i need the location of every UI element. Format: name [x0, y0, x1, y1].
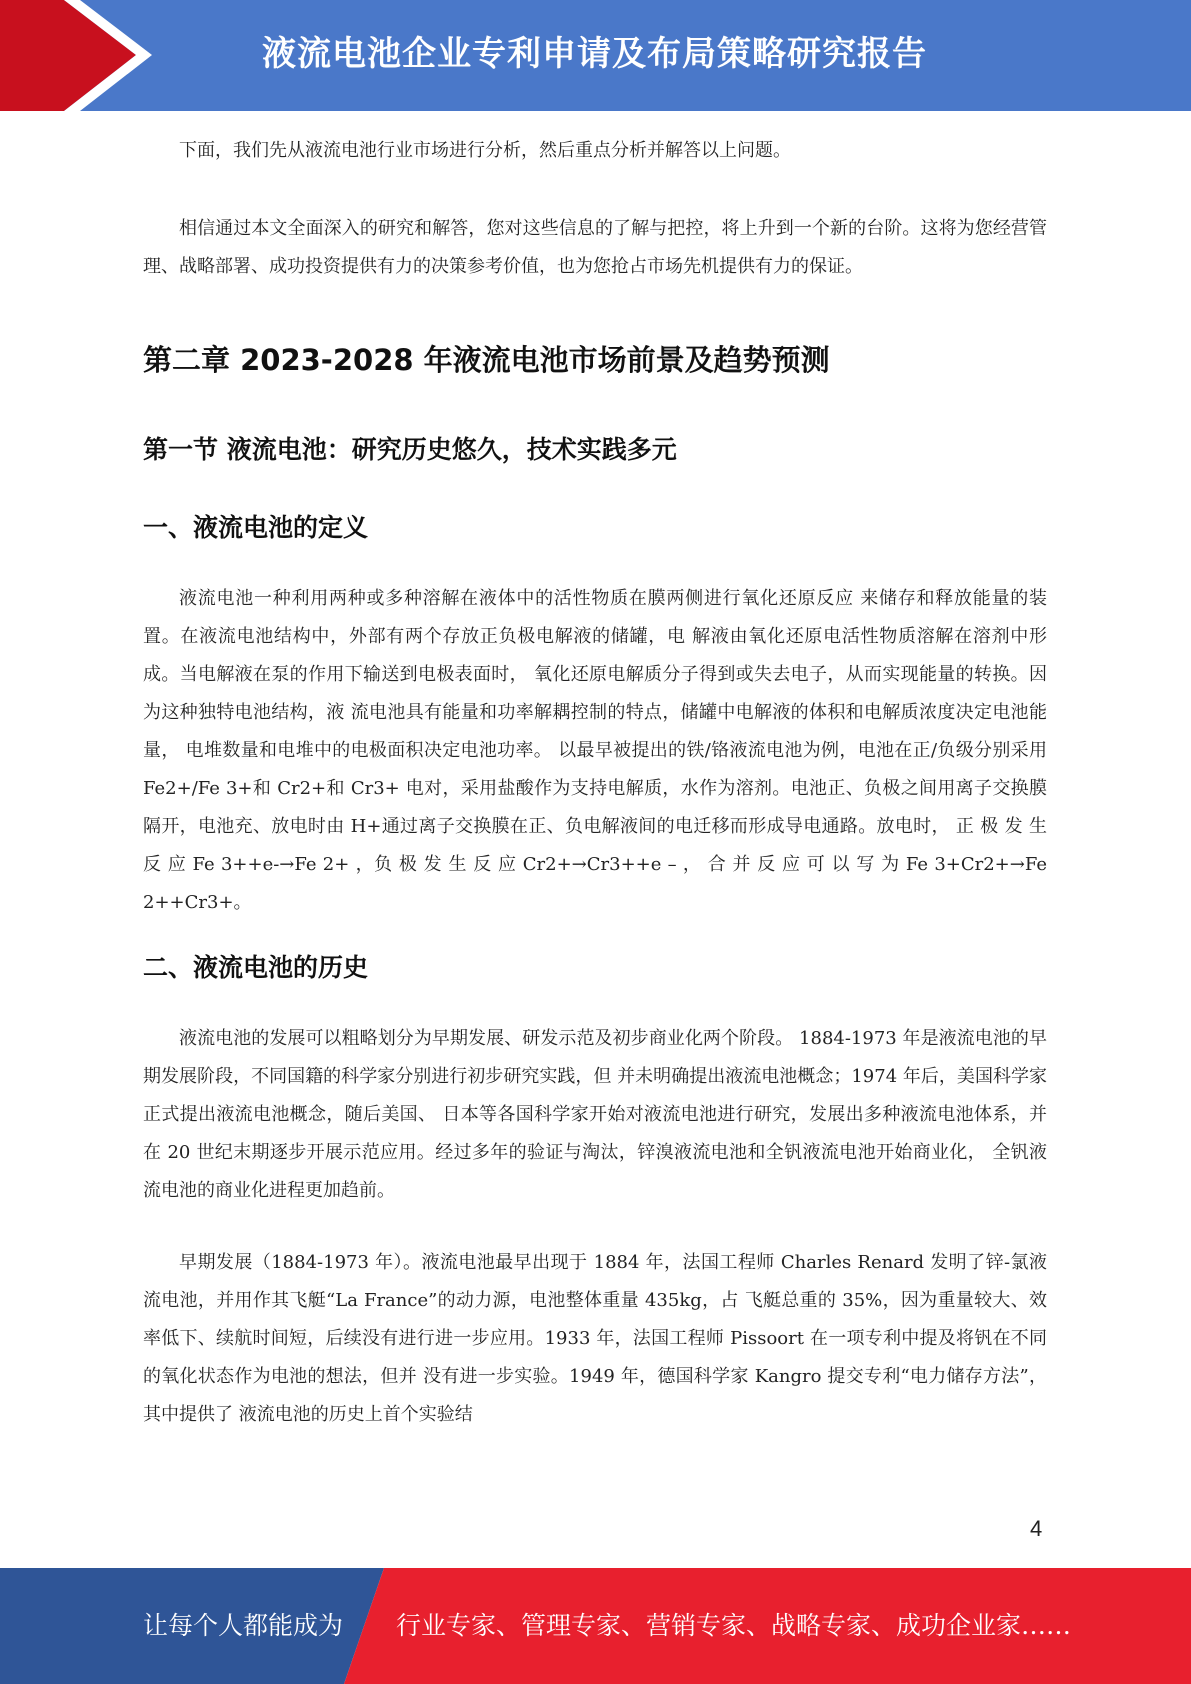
intro-paragraph-2: 相信通过本文全面深入的研究和解答，您对这些信息的了解与把控，将上升到一个新的台阶。这将为您经营管理、战略部署、成功投资提供有力的决策参考价值，也为您抢占市场先机提供有力的保证。: [143, 218, 1047, 277]
chapter-title: 第二章 2023-2028 年液流电池市场前景及趋势预测: [143, 343, 830, 377]
page-header: [0, 0, 1191, 111]
footer-slogan-left: 让每个人都能成为: [143, 1611, 344, 1640]
intro-paragraph-1: 下面，我们先从液流电池行业市场进行分析，然后重点分析并解答以上问题。: [179, 140, 791, 161]
history-heading: 二、液流电池的历史: [143, 953, 369, 982]
history-paragraph-1: 液流电池的发展可以粗略划分为早期发展、研发示范及初步商业化两个阶段。 1884-1973 年是液流电池的早期发展阶段，不同国籍的科学家分别进行初步研究实践，但 并未明确提出液流电池概念；1974 年后，美国科学家正式提出液流电池概念，随后美国、 日本等各国科学家开始对液流电池进行研究，发展出多种液流电池体系，并在 20 世纪末期逐步开展示范应用。经过多年的验证与淘汰，锌溴液流电池和全钒液流电池开始商业化， 全钒液流电池的商业化进程更加趋前。: [143, 1028, 1047, 1201]
definition-paragraph: 液流电池一种利用两种或多种溶解在液体中的活性物质在膜两侧进行氧化还原反应 来储存和释放能量的装置。在液流电池结构中，外部有两个存放正负极电解液的储罐，电 解液由氧化还原电活性物质溶解在溶剂中形成。当电解液在泵的作用下输送到电极表面时， 氧化还原电解质分子得到或失去电子，从而实现能量的转换。因为这种独特电池结构，液 流电池具有能量和功率解耦控制的特点，储罐中电解液的体积和电解质浓度决定电池能量， 电堆数量和电堆中的电极面积决定电池功率。 以最早被提出的铁/铬液流电池为例，电池在正/负级分别采用 Fe2+/Fe 3+和 Cr2+和 Cr3+ 电对，采用盐酸作为支持电解质，水作为溶剂。电池正、负极之间用离子交换膜隔开，电池充、放电时由 H+通过离子交换膜在正、负电解液间的电迁移而形成导电通路。放电时， 正 极 发 生 反 应 Fe 3++e-→Fe 2+ ，负 极 发 生 反 应 Cr2+→Cr3++e – ， 合 并 反 应 可 以 写 为 Fe 3+Cr2+→Fe 2++Cr3+。: [143, 588, 1047, 913]
page-number: 4: [1030, 1516, 1043, 1541]
header-red-chevron: [0, 0, 136, 111]
footer-slogan-right: 行业专家、管理专家、营销专家、战略专家、成功企业家……: [396, 1611, 1072, 1640]
document-body: [143, 132, 1047, 1434]
header-title: 液流电池企业专利申请及布局策略研究报告: [262, 34, 927, 74]
page-footer: [0, 1568, 1191, 1684]
section-title: 第一节 液流电池：研究历史悠久，技术实践多元: [143, 435, 677, 464]
definition-heading: 一、液流电池的定义: [143, 513, 369, 542]
history-paragraph-2: 早期发展（1884-1973 年）。液流电池最早出现于 1884 年，法国工程师 Charles Renard 发明了锌-氯液流电池，并用作其飞艇“La France”的动力源，电池整体重量 435kg，占 飞艇总重的 35%，因为重量较大、效率低下、续航时间短，后续没有进行进一步应用。1933 年，法国工程师 Pissoort 在一项专利中提及将钒在不同的氧化状态作为电池的想法，但并 没有进一步实验。1949 年，德国科学家 Kangro 提交专利“电力储存方法”，其中提供了 液流电池的历史上首个实验结: [143, 1252, 1047, 1425]
